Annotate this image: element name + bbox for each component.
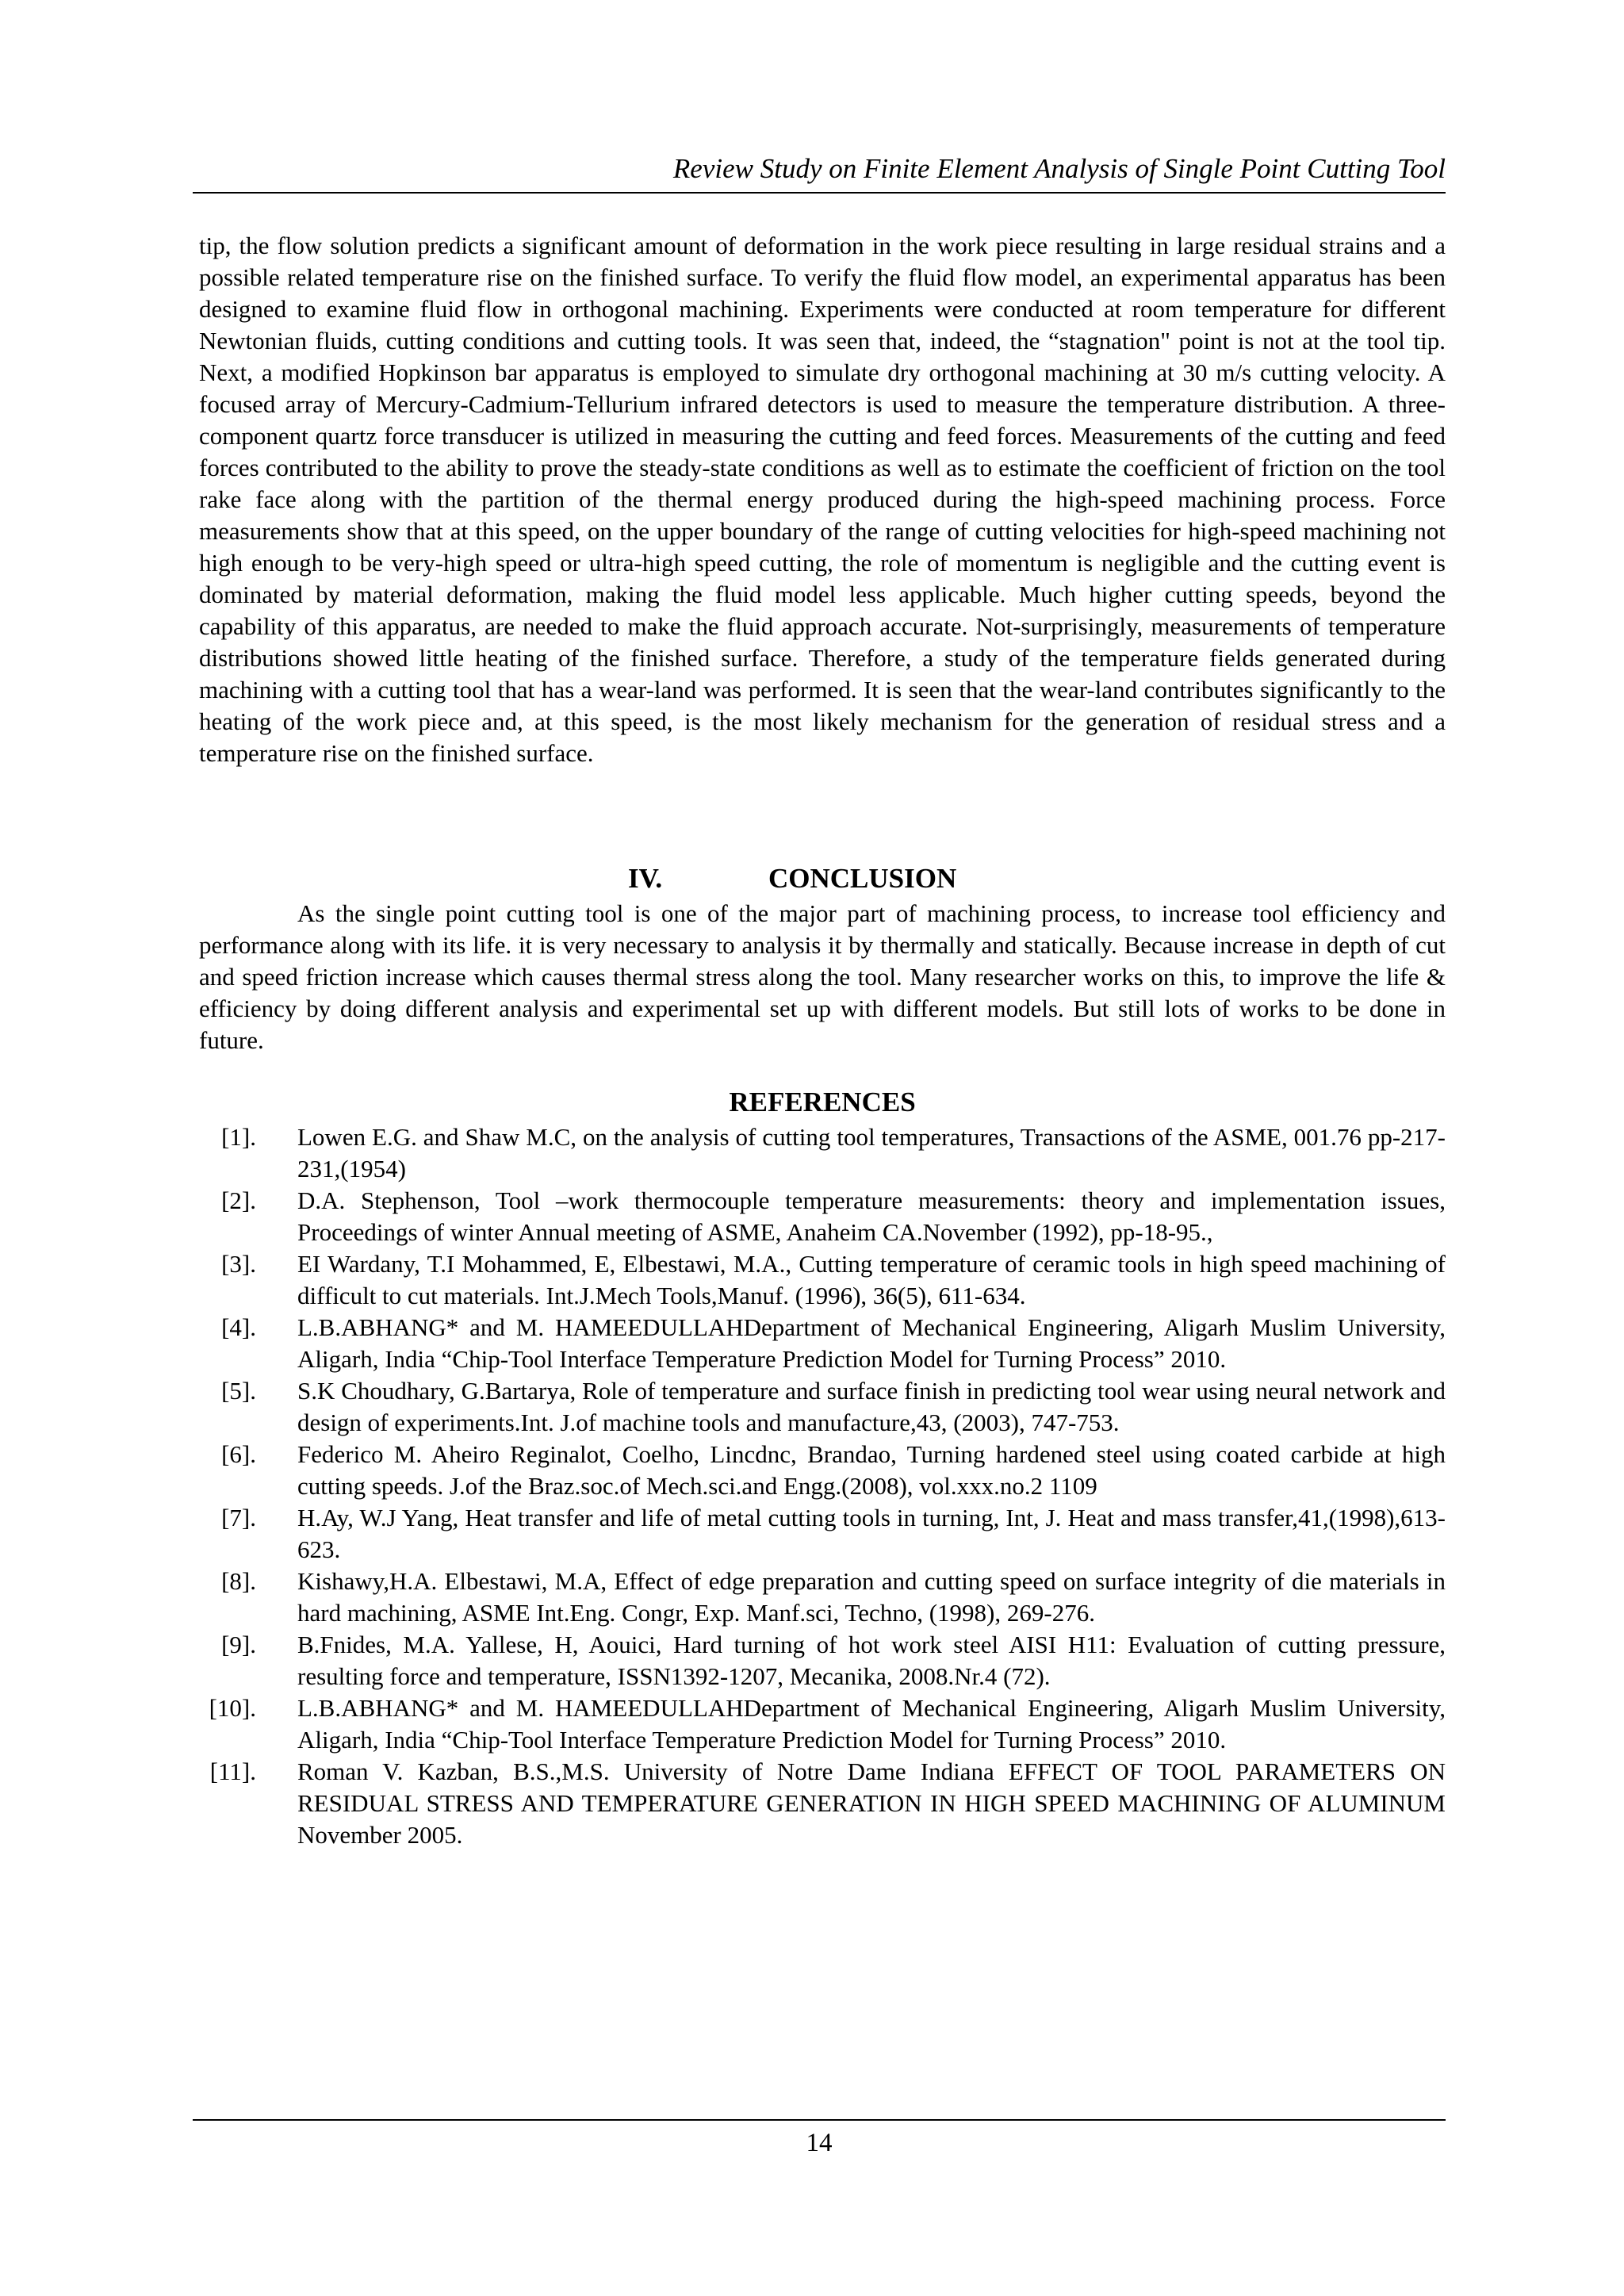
reference-item bbox=[193, 1248, 1446, 1312]
reference-text: D.A. Stephenson, Tool –work thermocouple temperature measurements: theory and implementation issues, Proceedings of winter Annual meeting of ASME, Anaheim CA.November (1992), pp-18-95., bbox=[297, 1186, 1446, 1246]
reference-text: Roman V. Kazban, B.S.,M.S. University of Notre Dame Indiana EFFECT OF TOOL PARAMETERS ON RESIDUAL STRESS AND TEMPERATURE GENERATION IN HIGH SPEED MACHINING OF ALUMINUM November 2005. bbox=[297, 1757, 1446, 1849]
reference-number: [3]. bbox=[221, 1250, 256, 1278]
running-header: Review Study on Finite Element Analysis of Single Point Cutting Tool bbox=[672, 153, 1446, 184]
reference-number: [2]. bbox=[221, 1186, 256, 1214]
reference-number: [9]. bbox=[221, 1631, 256, 1658]
footer-rule bbox=[193, 2119, 1446, 2121]
reference-item bbox=[193, 1566, 1446, 1629]
reference-text: L.B.ABHANG* and M. HAMEEDULLAHDepartment of Mechanical Engineering, Aligarh Muslim University, Aligarh, India “Chip-Tool Interface Temperature Prediction Model for Turning Process” 2010. bbox=[297, 1694, 1446, 1754]
reference-number: [4]. bbox=[221, 1313, 256, 1341]
reference-text: EI Wardany, T.I Mohammed, E, Elbestawi, M.A., Cutting temperature of ceramic tools in high speed machining of difficult to cut materials. Int.J.Mech Tools,Manuf. (1996), 36(5), 611-634. bbox=[297, 1250, 1446, 1309]
reference-item bbox=[193, 1692, 1446, 1756]
reference-text: B.Fnides, M.A. Yallese, H, Aouici, Hard turning of hot work steel AISI H11: Evaluation of cutting pressure, resulting force and temperature, ISSN1392-1207, Mecanika, 2008.Nr.4 (72). bbox=[297, 1631, 1446, 1690]
reference-item bbox=[193, 1756, 1446, 1851]
reference-text: Lowen E.G. and Shaw M.C, on the analysis of cutting tool temperatures, Transactions of the ASME, 001.76 pp-217-231,(1954) bbox=[297, 1123, 1446, 1182]
reference-text: Kishawy,H.A. Elbestawi, M.A, Effect of edge preparation and cutting speed on surface integrity of die materials in hard machining, ASME Int.Eng. Congr, Exp. Manf.sci, Techno, (1998), 269-276. bbox=[297, 1567, 1446, 1627]
reference-item bbox=[193, 1121, 1446, 1185]
conclusion-paragraph: As the single point cutting tool is one of the major part of machining process, to increase tool efficiency and performance along with its life. it is very necessary to analysis it by thermally and statically. Because increase in depth of cut and speed friction increase which causes thermal stress along the tool. Many researcher works on this, to improve the life & efficiency by doing different analysis and experimental set up with different models. But still lots of works to be done in future. bbox=[199, 899, 1446, 1054]
reference-text: Federico M. Aheiro Reginalot, Coelho, Lincdnc, Brandao, Turning hardened steel using coated carbide at high cutting speeds. J.of the Braz.soc.of Mech.sci.and Engg.(2008), vol.xxx.no.2 1109 bbox=[297, 1440, 1446, 1500]
reference-text: H.Ay, W.J Yang, Heat transfer and life of metal cutting tools in turning, Int, J. Heat and mass transfer,41,(1998),613-623. bbox=[297, 1504, 1446, 1563]
reference-item bbox=[193, 1312, 1446, 1375]
reference-item bbox=[193, 1502, 1446, 1566]
body-paragraph: tip, the flow solution predicts a significant amount of deformation in the work piece resulting in large residual strains and a possible related temperature rise on the finished surface. To verify the fluid flow model, an experimental apparatus has been designed to examine fluid flow in orthogonal machining. Experiments were conducted at room temperature for different Newtonian fluids, cutting conditions and cutting tools. It was seen that, indeed, the “stagnation" point is not at the tool tip. Next, a modified Hopkinson bar apparatus is employed to simulate dry orthogonal machining at 30 m/s cutting velocity. A focused array of Mercury-Cadmium-Tellurium infrared detectors is used to measure the temperature distribution. A three-component quartz force transducer is utilized in measuring the cutting and feed forces. Measurements of the cutting and feed forces contributed to the ability to prove the steady-state conditions as well as to estimate the coefficient of friction on the tool rake face along with the partition of the thermal energy produced during the high-speed machining process. Force measurements show that at this speed, on the upper boundary of the range of cutting velocities for high-speed machining not high enough to be very-high speed or ultra-high speed cutting, the role of momentum is negligible and the cutting event is dominated by material deformation, making the fluid model less applicable. Much higher cutting speeds, beyond the capability of this apparatus, are needed to make the fluid approach accurate. Not-surprisingly, measurements of temperature distributions showed little heating of the finished surface. Therefore, a study of the temperature fields generated during machining with a cutting tool that has a wear-land was performed. It is seen that the wear-land contributes significantly to the heating of the work piece and, at this speed, is the most likely mechanism for the generation of residual stress and a temperature rise on the finished surface. bbox=[199, 232, 1446, 767]
reference-item bbox=[193, 1185, 1446, 1248]
section-title: CONCLUSION bbox=[768, 863, 957, 894]
page-number: 14 bbox=[806, 2129, 833, 2157]
section-number: IV. bbox=[628, 863, 663, 894]
reference-number: [5]. bbox=[221, 1377, 256, 1405]
reference-number: [11]. bbox=[209, 1757, 256, 1785]
reference-number: [6]. bbox=[221, 1440, 256, 1468]
reference-number: [10]. bbox=[209, 1694, 256, 1722]
reference-number: [8]. bbox=[221, 1567, 256, 1595]
reference-text: L.B.ABHANG* and M. HAMEEDULLAHDepartment of Mechanical Engineering, Aligarh Muslim University, Aligarh, India “Chip-Tool Interface Temperature Prediction Model for Turning Process” 2010. bbox=[297, 1313, 1446, 1373]
reference-item bbox=[193, 1629, 1446, 1692]
reference-item bbox=[193, 1439, 1446, 1502]
references-heading: REFERENCES bbox=[729, 1087, 916, 1117]
reference-number: [1]. bbox=[221, 1123, 256, 1151]
header-rule bbox=[193, 192, 1446, 194]
references-list bbox=[193, 1121, 1446, 1851]
reference-text: S.K Choudhary, G.Bartarya, Role of temperature and surface finish in predicting tool wear using neural network and design of experiments.Int. J.of machine tools and manufacture,43, (2003), 747-753. bbox=[297, 1377, 1446, 1436]
reference-number: [7]. bbox=[221, 1504, 256, 1531]
reference-item bbox=[193, 1375, 1446, 1439]
